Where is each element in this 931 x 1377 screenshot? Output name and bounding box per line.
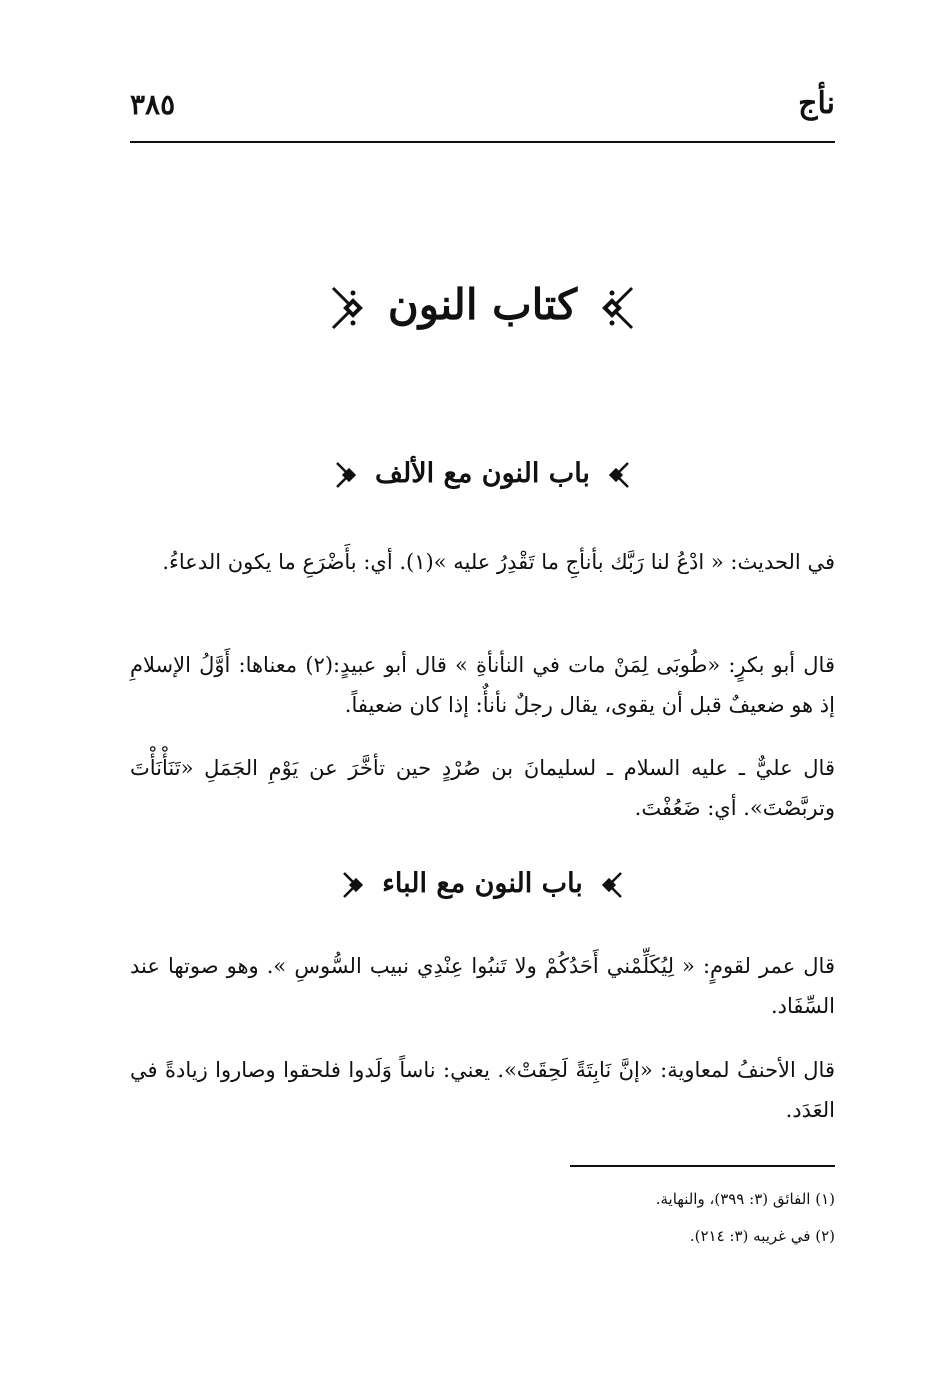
ornament-left-icon <box>329 284 363 332</box>
paragraph: قال عمر لقومٍ: « لِيُكَلِّمْني أَحَدُكُمْ ولا تَنبُوا عِنْدِي نبيب السُّوسِ ». وهو صوتها عند السِّفَاد. <box>130 954 835 1018</box>
footnote: (٢) في غريبه (٣: ٢١٤). <box>689 1227 835 1245</box>
small-ornament-left-icon <box>341 870 363 900</box>
book-title-text: كتاب النون <box>387 280 578 329</box>
section-heading-text: باب النون مع الباء <box>382 868 583 899</box>
header-keyword: نأج <box>798 86 835 121</box>
ornament-right-icon <box>602 284 636 332</box>
page-header <box>130 82 835 132</box>
paragraph: قال عليٌّ ـ عليه السلام ـ لسليمانَ بن صُرْدٍ حين تأخَّرَ عن يَوْمِ الجَمَلِ «تَنَأْنَأْتَ وتربَّصْتَ». أي: ضَعُفْتَ. <box>130 756 835 820</box>
small-ornament-left-icon <box>334 460 356 490</box>
footnote-rule <box>570 1165 835 1167</box>
section-heading-text: باب النون مع الألف <box>375 458 590 489</box>
small-ornament-right-icon <box>602 870 624 900</box>
small-ornament-right-icon <box>609 460 631 490</box>
paragraph: قال أبو بكرٍ: «طُوبَى لِمَنْ مات في النأنأةِ » قال أبو عبيدٍ:(٢) معناها: أَوَّلُ الإسلامِ إذ هو ضعيفٌ قبل أن يقوى، يقال رجلٌ نأنأٌ: إذا كان ضعيفاً. <box>130 653 835 717</box>
paragraph: قال الأحنفُ لمعاوية: «إنَّ نَابِتَةً لَحِقَتْ». يعني: ناساً وَلَدوا فلحقوا وصاروا زيادةً في العَدَد. <box>130 1058 835 1122</box>
footnote: (١) الفائق (٣: ٣٩٩)، والنهاية. <box>655 1190 835 1208</box>
book-title <box>130 280 835 332</box>
page-number: ٣٨٥ <box>130 88 176 121</box>
header-rule <box>130 141 835 143</box>
section-heading-alif <box>130 458 835 490</box>
paragraph: في الحديث: « ادْعُ لنا رَبَّك بأنأجِ ما تَقْدِرُ عليه »(١). أي: بأَضْرَعِ ما يكون الدعاءُ. <box>162 550 835 574</box>
section-heading-ba <box>130 868 835 900</box>
